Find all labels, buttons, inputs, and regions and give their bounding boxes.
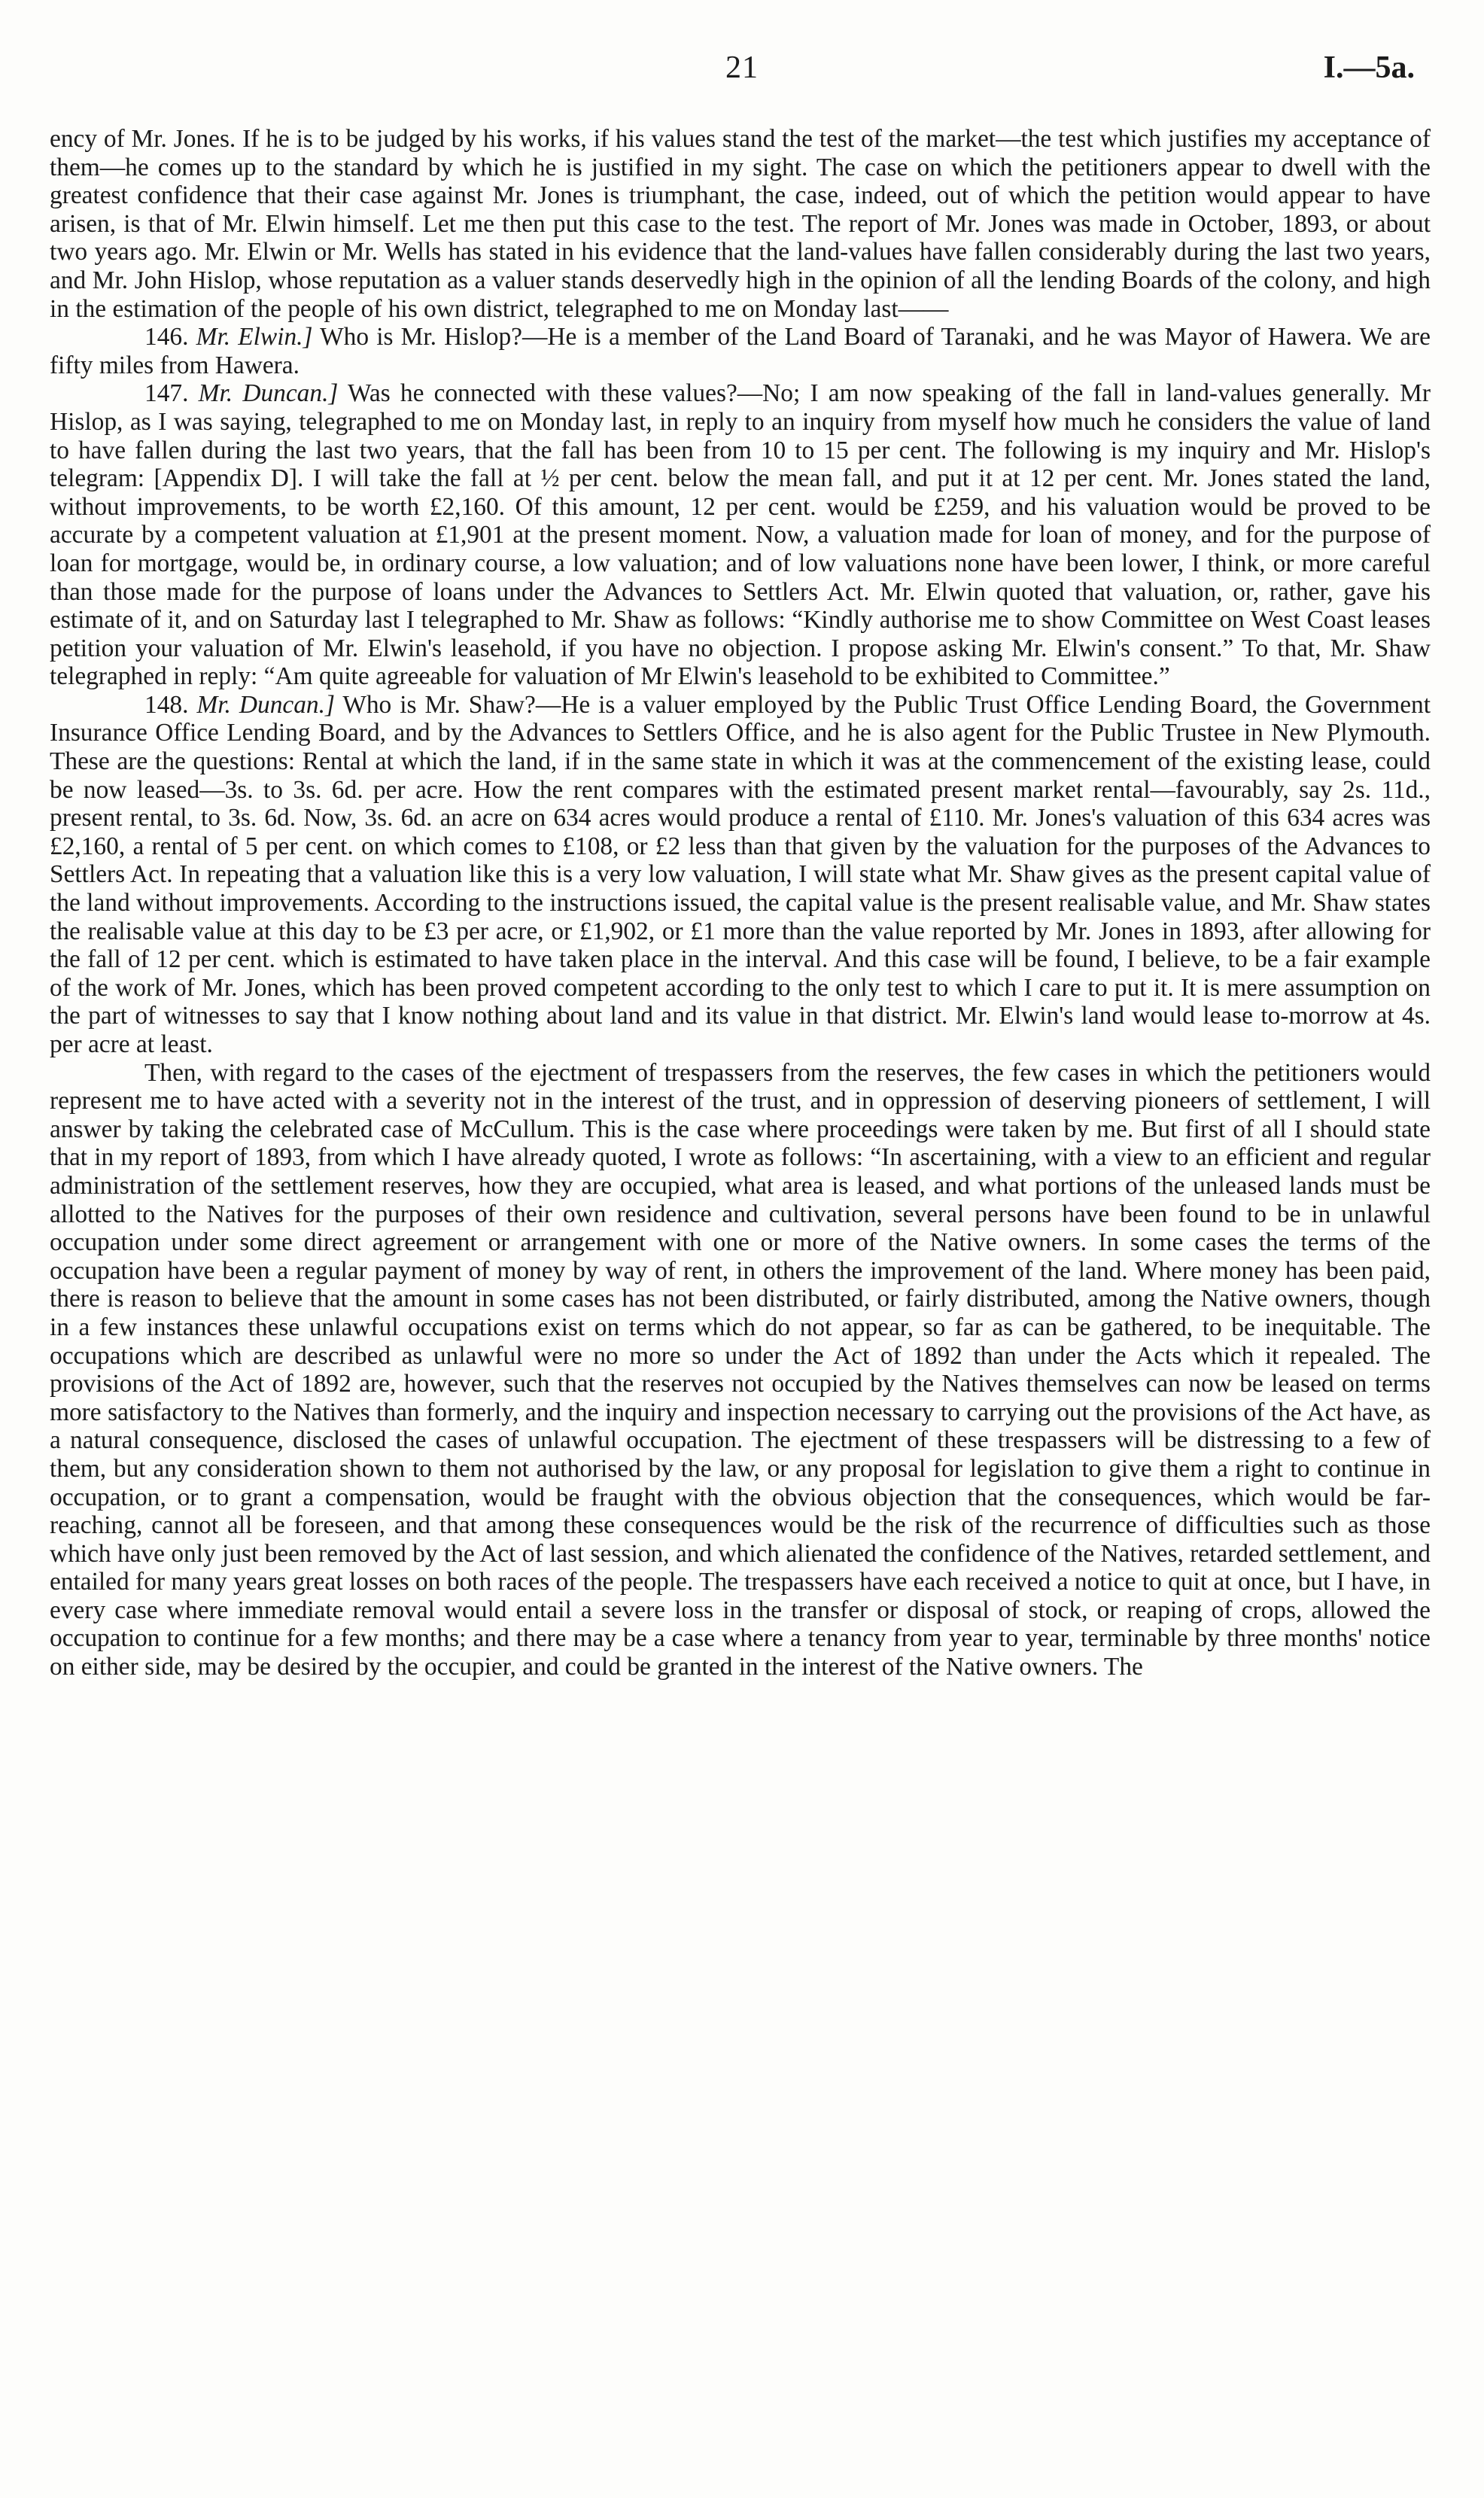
question-text: Who is Mr. Hislop?—He is a member of the Land Board of Taranaki, and he was Mayor of Hawera. We are fifty miles from Hawera. [50,323,1431,379]
question-speaker: Mr. Elwin.] [196,323,313,351]
question-text: Who is Mr. Shaw?—He is a valuer employed by the Public Trust Office Lending Board, the Government Insurance Office Lending Board, and by the Advances to Settlers Office, and he is also agent for the Public Trustee in New Plymouth. These are the questions: Rental at which the land, if in the same state in which it was at the commencement of the existing lease, could be now leased—3s. to 3s. 6d. per acre. How the rent compares with the estimated present market rental—favourably, say 2s. 11d., present rental, to 3s. 6d. Now, 3s. 6d. an acre on 634 acres would produce a rental of £110. Mr. Jones's valuation of this 634 acres was £2,160, a rental of 5 per cent. on which comes to £108, or £2 less than that given by the valuation for the purposes of the Advances to Settlers Act. In repeating that a valuation like this is a very low valuation, I will state what Mr. Shaw gives as the present capital value of the land without improvements. According to the instructions issued, the capital value is the present realisable value, and Mr. Shaw states the realisable value at this day to be £3 per acre, or £1,902, or £1 more than the value reported by Mr. Jones in 1893, after allowing for the fall of 12 per cent. which is estimated to have taken place in the interval. And this case will be found, I believe, to be a fair example of the work of Mr. Jones, which has been proved competent according to the only test to which I care to put it. It is mere assumption on the part of witnesses to say that I know nothing about land and its value in that district. Mr. Elwin's land would lease to-morrow at 4s. per acre at least. [50,690,1431,1058]
question-speaker: Mr. Duncan.] [196,690,335,719]
question-147 [50,379,1431,691]
question-number: 148. [144,690,189,719]
body-text [50,125,1431,1681]
page-number: 21 [725,50,759,85]
document-reference: I.—5a. [1323,50,1415,85]
question-148 [50,691,1431,1059]
question-text: Was he connected with these values?—No; I am now speaking of the fall in land-values generally. Mr Hislop, as I was saying, telegraphed to me on Monday last, in reply to an inquiry from myself how much he considers the value of land to have fallen during the last two years, that the fall has been from 10 to 15 per cent. The following is my inquiry and Mr. Hislop's telegram: [Appendix D]. I will take the fall at ½ per cent. below the mean fall, and put it at 12 per cent. Mr. Jones stated the land, without improvements, to be worth £2,160. Of this amount, 12 per cent. would be £259, and his valuation would be proved to be accurate by a competent valuation at £1,901 at the present moment. Now, a valuation made for loan of money, and for the purpose of loan for mortgage, would be, in ordinary course, a low valuation; and of low valuations none have been lower, I think, or more careful than those made for the purpose of loans under the Advances to Settlers Act. Mr. Elwin quoted that valuation, or, rather, gave his estimate of it, and on Saturday last I telegraphed to Mr. Shaw as follows: “Kindly authorise me to show Committee on West Coast leases petition your valuation of Mr. Elwin's leasehold, if you have no objection. I propose asking Mr. Elwin's consent.” To that, Mr. Shaw telegraphed in reply: “Am quite agreeable for valuation of Mr Elwin's leasehold to be exhibited to Committee.” [50,379,1431,691]
question-146 [50,323,1431,379]
paragraph-continuation: ency of Mr. Jones. If he is to be judged by his works, if his values stand the test of the market—the test which justifies my acceptance of them—he comes up to the standard by which he is justified in my sight. The case on which the petitioners appear to dwell with the greatest confidence that their case against Mr. Jones is triumphant, the case, indeed, out of which the petition would appear to have arisen, is that of Mr. Elwin himself. Let me then put this case to the test. The report of Mr. Jones was made in October, 1893, or about two years ago. Mr. Elwin or Mr. Wells has stated in his evidence that the land-values have fallen considerably during the last two years, and Mr. John Hislop, whose reputation as a valuer stands deservedly high in the opinion of all the lending Boards of the colony, and high in the estimation of the people of his own district, telegraphed to me on Monday last—— [50,125,1431,323]
question-number: 146. [144,323,189,351]
paragraph-trespassers: Then, with regard to the cases of the ejectment of trespassers from the reserves, the few cases in which the petitioners would represent me to have acted with a severity not in the interest of the trust, and in oppression of deserving pioneers of settlement, I will answer by taking the celebrated case of McCullum. This is the case where proceedings were taken by me. But first of all I should state that in my report of 1893, from which I have already quoted, I wrote as follows: “In ascertaining, with a view to an efficient and regular administration of the settlement reserves, how they are occupied, what area is leased, and what portions of the unleased lands must be allotted to the Natives for the purposes of their own residence and cultivation, several persons have been found to be in unlawful occupation under some direct agreement or arrangement with one or more of the Native owners. In some cases the terms of the occupation have been a regular payment of money by way of rent, in others the improvement of the land. Where money has been paid, there is reason to believe that the amount in some cases has not been distributed, or fairly distributed, among the Native owners, though in a few instances these unlawful occupations exist on terms which do not appear, so far as can be gathered, to be inequitable. The occupations which are described as unlawful were no more so under the Act of 1892 than under the Acts which it repealed. The provisions of the Act of 1892 are, however, such that the reserves not occupied by the Natives themselves can now be leased on terms more satisfactory to the Natives than formerly, and the inquiry and inspection necessary to carrying out the provisions of the Act have, as a natural consequence, disclosed the cases of unlawful occupation. The ejectment of these trespassers will be distressing to a few of them, but any consideration shown to them not authorised by the law, or any proposal for legislation to give them a right to continue in occupation, or to grant a compensation, would be fraught with the obvious objection that the consequences, which would be far-reaching, cannot all be foreseen, and that among these consequences would be the risk of the recurrence of difficulties such as those which have only just been removed by the Act of last session, and which alienated the confidence of the Natives, retarded settlement, and entailed for many years great losses on both races of the people. The trespassers have each received a notice to quit at once, but I have, in every case where immediate removal would entail a severe loss in the transfer or disposal of stock, or reaping of crops, allowed the occupation to continue for a few months; and there may be a case where a tenancy from year to year, terminable by three months' notice on either side, may be desired by the occupier, and could be granted in the interest of the Native owners. The [50,1058,1431,1681]
question-speaker: Mr. Duncan.] [198,379,339,408]
question-number: 147. [144,379,189,408]
